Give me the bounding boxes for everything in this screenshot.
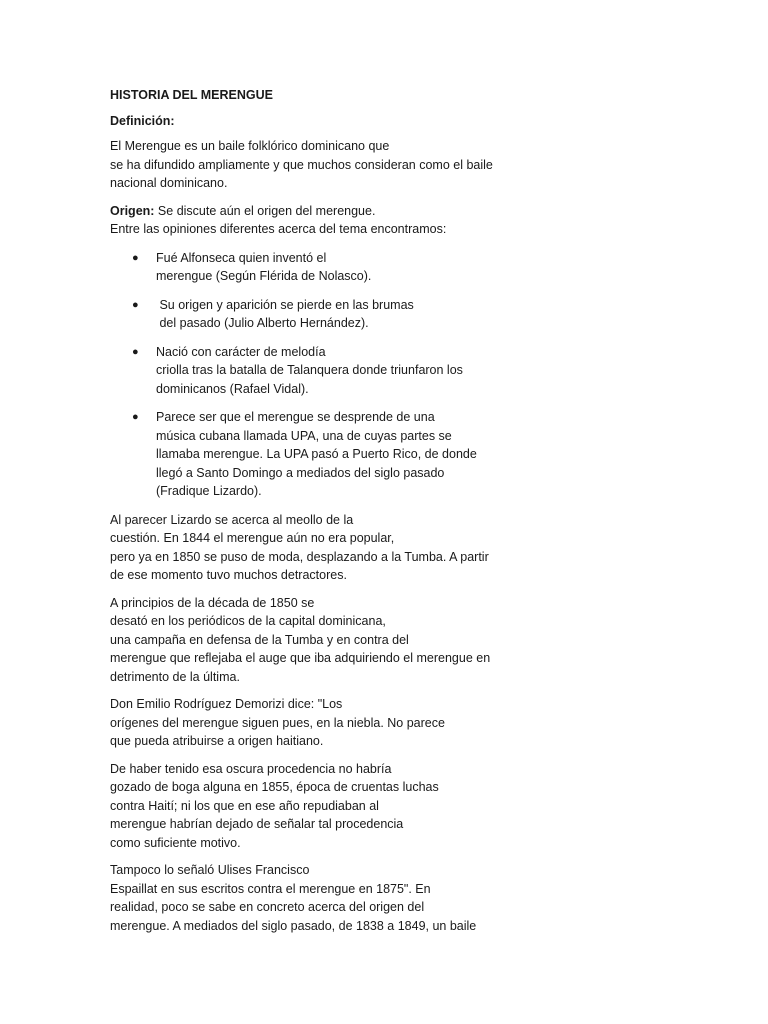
text-line: Tampoco lo señaló Ulises Francisco	[110, 863, 310, 877]
text-line: Nació con carácter de melodía	[156, 344, 326, 359]
text-line: Su origen y aparición se pierde en las brumas	[156, 297, 414, 312]
origin-line	[110, 202, 530, 221]
text-line: de ese momento tuvo muchos detractores.	[110, 568, 347, 582]
text-line: realidad, poco se sabe en concreto acerca del origen del	[110, 900, 425, 914]
text-line: que pueda atribuirse a origen haitiano.	[110, 734, 324, 748]
definition-heading: Definición:	[110, 113, 175, 128]
text-line: llamaba merengue. La UPA pasó a Puerto Rico, de donde	[156, 447, 477, 461]
text-line: Al parecer Lizardo se acerca al meollo de la	[110, 512, 354, 527]
origin-label: Origen:	[110, 203, 155, 218]
text-line: nacional dominicano.	[110, 176, 228, 190]
opinions-list	[110, 249, 530, 501]
list-item	[110, 343, 530, 399]
text-line: A principios de la década de 1850 se	[110, 595, 315, 610]
definition-paragraph	[110, 137, 530, 193]
text-line: merengue que reflejaba el auge que iba adquiriendo el merengue en	[110, 651, 491, 665]
text-line: desató en los periódicos de la capital dominicana,	[110, 614, 386, 628]
text-line: detrimento de la última.	[110, 669, 240, 684]
text-line: llegó a Santo Domingo a mediados del siglo pasado	[156, 465, 445, 480]
paragraph-demorizi	[110, 695, 530, 751]
paragraph-1850	[110, 594, 530, 687]
text-line: El Merengue es un baile folklórico dominicano que	[110, 139, 390, 153]
bullet-icon: ●	[132, 298, 139, 311]
paragraph-espaillat	[110, 861, 530, 935]
text-line: música cubana llamada UPA, una de cuyas partes se	[156, 428, 452, 443]
text-line: cuestión. En 1844 el merengue aún no era popular,	[110, 531, 395, 545]
text-line: (Fradique Lizardo).	[156, 484, 262, 498]
list-item	[110, 296, 530, 333]
bullet-icon: ●	[132, 411, 139, 423]
text-line: merengue. A mediados del siglo pasado, de 1838 a 1849, un baile	[110, 918, 477, 933]
text-line: merengue (Según Flérida de Nolasco).	[156, 269, 372, 283]
text-line: del pasado (Julio Alberto Hernández).	[156, 316, 369, 330]
text-line: Don Emilio Rodríguez Demorizi dice: "Los	[110, 697, 343, 711]
document-title: HISTORIA DEL MERENGUE	[110, 88, 273, 102]
text-line: contra Haití; ni los que en ese año repudiaban al	[110, 798, 379, 813]
text-line: pero ya en 1850 se puso de moda, desplazando a la Tumba. A partir	[110, 549, 489, 564]
list-item	[110, 249, 530, 286]
text-line: dominicanos (Rafael Vidal).	[156, 381, 309, 396]
paragraph-lizardo	[110, 511, 530, 585]
text-line: una campaña en defensa de la Tumba y en contra del	[110, 632, 409, 647]
text-line: De haber tenido esa oscura procedencia no habría	[110, 761, 392, 776]
text-line: Parece ser que el merengue se desprende de una	[156, 410, 435, 424]
paragraph-procedencia	[110, 760, 530, 853]
bullet-icon: ●	[132, 345, 139, 358]
document-page	[110, 86, 530, 944]
text-line: orígenes del merengue siguen pues, en la niebla. No parece	[110, 715, 445, 730]
origin-paragraph	[110, 202, 530, 239]
bullet-icon: ●	[132, 251, 139, 264]
text-line: Entre las opiniones diferentes acerca del tema encontramos:	[110, 222, 447, 236]
text-line: criolla tras la batalla de Talanquera donde triunfaron los	[156, 363, 463, 377]
text-line: Fué Alfonseca quien inventó el	[156, 250, 327, 265]
list-item	[110, 408, 530, 501]
text-line: merengue habrían dejado de señalar tal procedencia	[110, 817, 404, 831]
text-line: Espaillat en sus escritos contra el merengue en 1875". En	[110, 881, 431, 896]
text-line: se ha difundido ampliamente y que muchos consideran como el baile	[110, 157, 493, 172]
text-line: gozado de boga alguna en 1855, época de cruentas luchas	[110, 780, 439, 794]
text-line: como suficiente motivo.	[110, 835, 241, 850]
origin-text: Se discute aún el origen del merengue.	[154, 203, 376, 218]
